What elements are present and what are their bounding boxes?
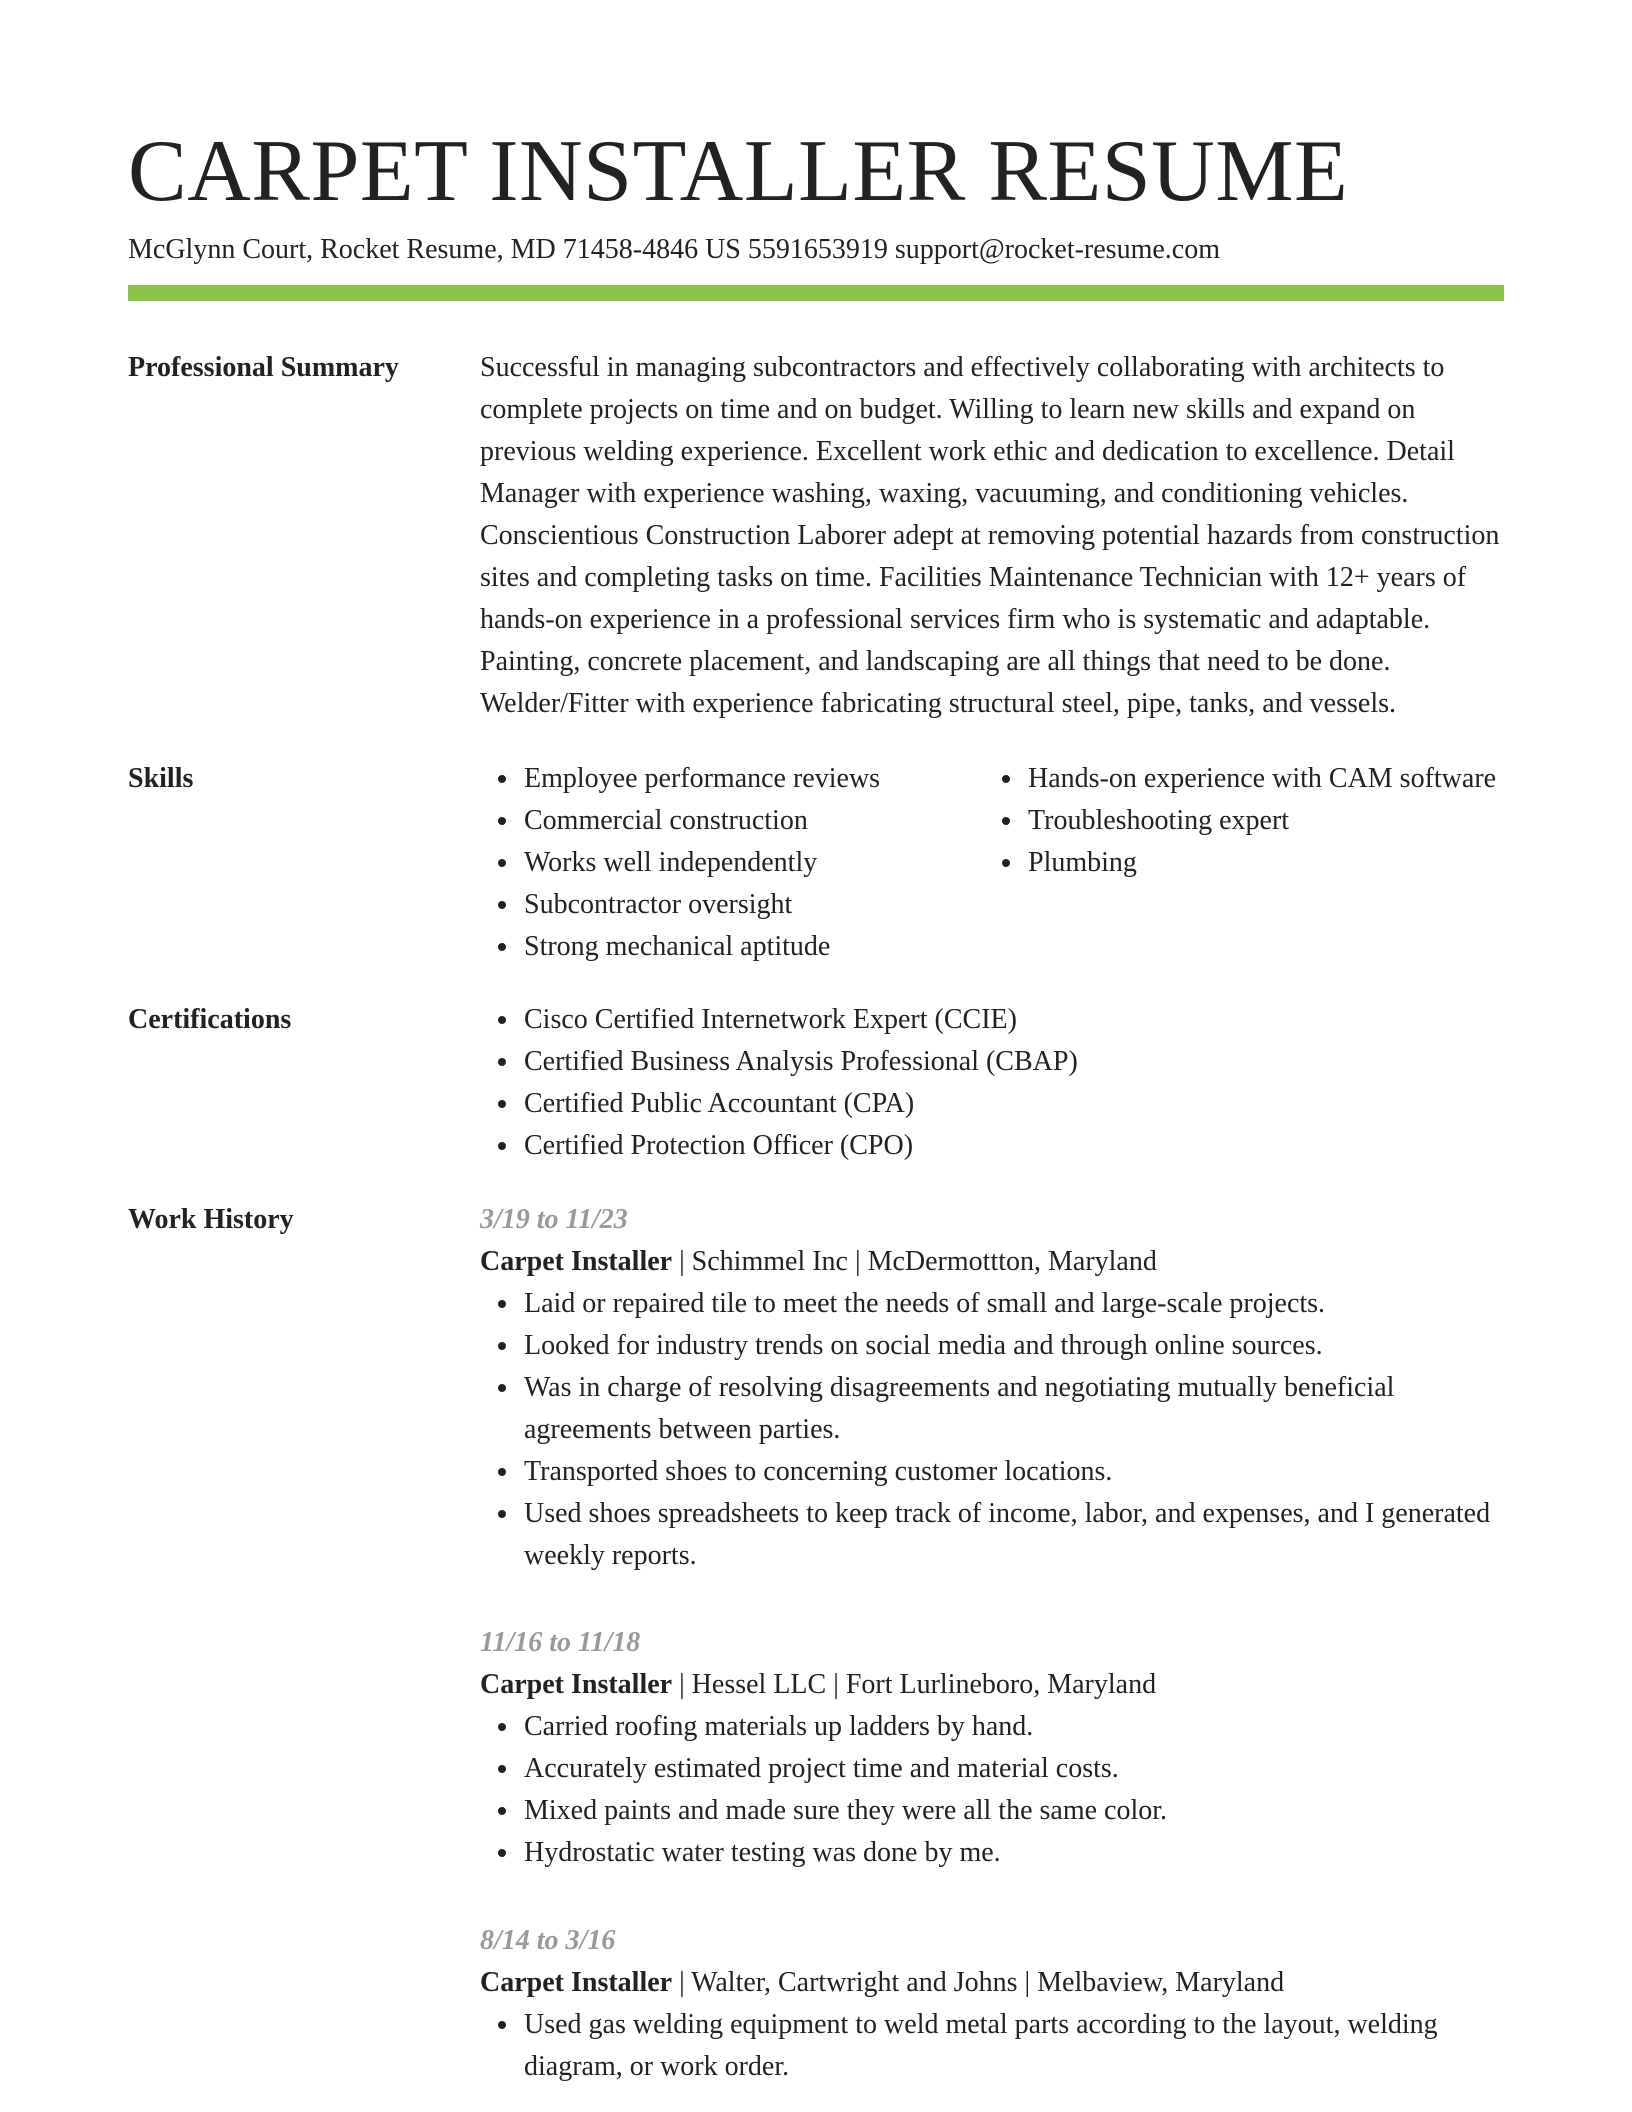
certifications-body: [480, 999, 1504, 1167]
job-details: | Hessel LLC | Fort Lurlineboro, Maryland: [672, 1669, 1157, 1700]
job-bullet: Carried roofing materials up ladders by hand.: [524, 1706, 1504, 1748]
skill-item: Works well independently: [524, 842, 1024, 884]
job-entry: [480, 1622, 1504, 1874]
skill-item: Plumbing: [1028, 842, 1528, 884]
job-bullet: Mixed paints and made sure they were all the same color.: [524, 1790, 1504, 1832]
certification-item: Cisco Certified Internetwork Expert (CCIE): [524, 999, 1504, 1041]
certification-item: Certified Public Accountant (CPA): [524, 1083, 1504, 1125]
skill-item: Commercial construction: [524, 800, 1024, 842]
skill-item: Employee performance reviews: [524, 758, 1024, 800]
job-heading: [480, 1241, 1504, 1283]
job-bullet: Transported shoes to concerning customer locations.: [524, 1451, 1504, 1493]
job-dates: 3/19 to 11/23: [480, 1204, 628, 1235]
header-divider: [128, 285, 1504, 301]
job-bullet-list: [480, 1706, 1504, 1874]
job-dates: 11/16 to 11/18: [480, 1627, 641, 1658]
certification-item: Certified Protection Officer (CPO): [524, 1125, 1504, 1167]
certifications-list: [480, 999, 1504, 1167]
skills-list-right: [984, 758, 1528, 884]
job-entry: [480, 1199, 1504, 1577]
skill-item: Troubleshooting expert: [1028, 800, 1528, 842]
certification-item: Certified Business Analysis Professional (CBAP): [524, 1041, 1504, 1083]
skill-item: Subcontractor oversight: [524, 884, 1024, 926]
job-details: | Walter, Cartwright and Johns | Melbaview, Maryland: [672, 1967, 1285, 1998]
job-bullet: Accurately estimated project time and material costs.: [524, 1748, 1504, 1790]
job-bullet: Looked for industry trends on social media and through online sources.: [524, 1325, 1504, 1367]
job-entry: [480, 1920, 1504, 2088]
job-heading: [480, 1664, 1504, 1706]
job-role: Carpet Installer: [480, 1967, 673, 1998]
job-bullet-list: [480, 1283, 1504, 1577]
job-bullet-list: [480, 2004, 1504, 2088]
job-bullet: Hydrostatic water testing was done by me.: [524, 1832, 1504, 1874]
contact-line: McGlynn Court, Rocket Resume, MD 71458-4846 US 5591653919 support@rocket-resume.com: [128, 234, 1220, 265]
certifications-label: Certifications: [128, 1004, 292, 1035]
job-dates: 8/14 to 3/16: [480, 1925, 616, 1956]
summary-body: [480, 347, 1504, 725]
job-role: Carpet Installer: [480, 1246, 673, 1277]
skill-item: Hands-on experience with CAM software: [1028, 758, 1528, 800]
job-bullet: Used gas welding equipment to weld metal parts according to the layout, welding diagram, or work order.: [524, 2004, 1504, 2088]
summary-text: Successful in managing subcontractors and effectively collaborating with architects to complete projects on time and on budget. Willing to learn new skills and expand on previous welding experience. Excellent work ethic and dedication to excellence. Detail Manager with experience washing, waxing, vacuuming, and conditioning vehicles. Conscientious Construction Laborer adept at removing potential hazards from construction sites and completing tasks on time. Facilities Maintenance Technician with 12+ years of hands-on experience in a professional services firm who is systematic and adaptable. Painting, concrete placement, and landscaping are all things that need to be done. Welder/Fitter with experience fabricating structural steel, pipe, tanks, and vessels.: [480, 352, 1500, 719]
job-bullet: Was in charge of resolving disagreements and negotiating mutually beneficial agreements between parties.: [524, 1367, 1504, 1451]
skill-item: Strong mechanical aptitude: [524, 926, 1024, 968]
skills-label: Skills: [128, 763, 194, 794]
job-bullet: Laid or repaired tile to meet the needs of small and large-scale projects.: [524, 1283, 1504, 1325]
resume-title: CARPET INSTALLER RESUME: [128, 123, 1349, 220]
job-details: | Schimmel Inc | McDermottton, Maryland: [672, 1246, 1157, 1277]
skills-list-left: [480, 758, 1024, 968]
job-heading: [480, 1962, 1504, 2004]
work-history-label: Work History: [128, 1204, 294, 1235]
job-role: Carpet Installer: [480, 1669, 673, 1700]
summary-label: Professional Summary: [128, 352, 399, 383]
job-bullet: Used shoes spreadsheets to keep track of income, labor, and expenses, and I generated weekly reports.: [524, 1493, 1504, 1577]
